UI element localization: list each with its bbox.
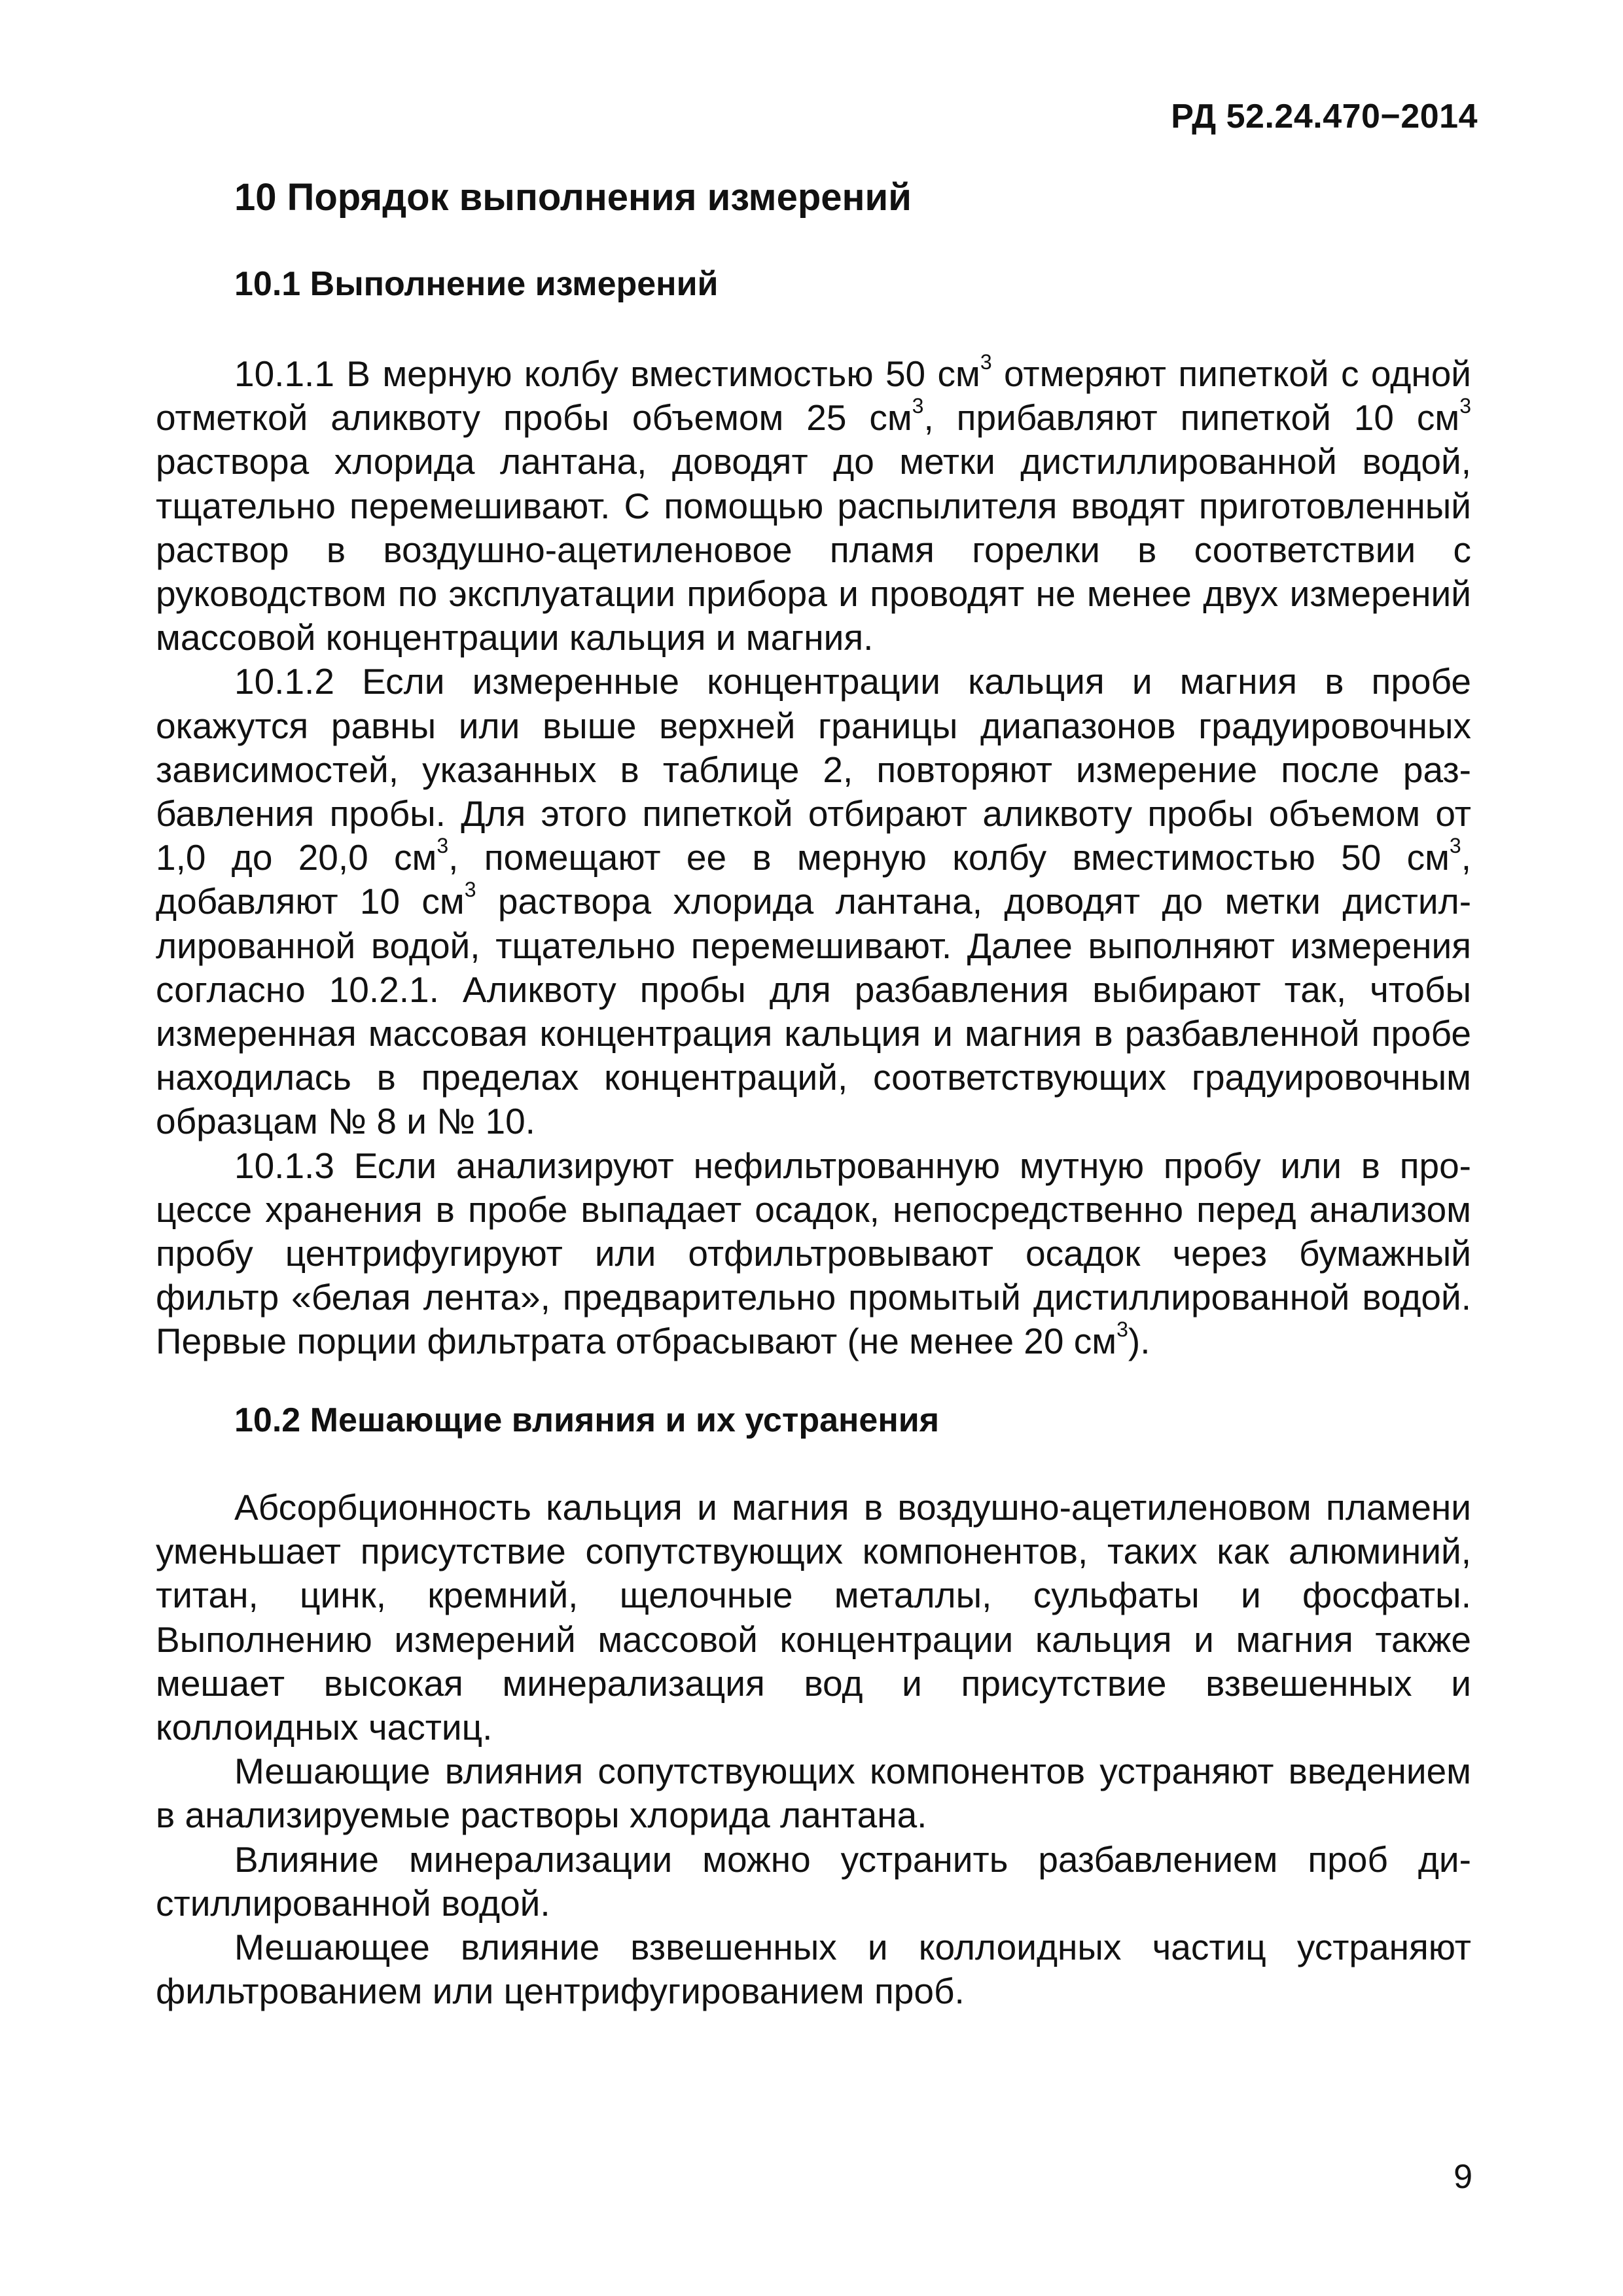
subsection-title-10-2: 10.2 Мешающие влияния и их устранения (234, 1401, 940, 1439)
document-code: РД 52.24.470−2014 (1171, 98, 1478, 135)
paragraph-10-1-2: 10.1.2 Если измеренные концентрации кальция и магния в пробе окажутся равны или выше верхней границы диапазонов градуировочных зависимостей, указанных в таблице 2, повторяют измерение после разбавления пробы. Для этого пипеткой отбирают аликвоту пробы объемом от 1,0 до 20,0 $см^3$, помещают ее в мерную колбу вместимостью 50 $см^3$, добавляют 10 $см^3$ раствора хлорида лантана, доводят до метки дистиллированной водой, тщательно перемешивают. Далее выполняют измерения согласно 10.2.1. Аликвоту пробы для разбавления выбирают так, чтобы измеренная массовая концентрация кальция и магния в разбавленной пробе находилась в пределах концентраций, соответствующих градуировочным образцам № 8 и № 10. (156, 661, 1472, 1142)
paragraph-10-1-1: 10.1.1 В мерную колбу вместимостью 50 $см^3$ отмеряют пипеткой с одной отметкой аликвоту пробы объемом 25 $см^3$, прибавляют пипеткой 10 $см^3$ раствора хлорида лантана, доводят до метки дистиллированной водой, тщательно перемешивают. С помощью распылителя вводят приготовленный раствор в воздушно-ацетиленовое пламя горелки в соответствии с руководством по эксплуатации прибора и проводят не менее двух измерений массовой концентрации кальция и магния. (156, 350, 1472, 658)
page-number: 9 (1454, 2158, 1472, 2196)
paragraph-interference-4: Мешающее влияние взвешенных и коллоидных частиц устраняют фильтрованием или центрифугированием проб. (156, 1927, 1471, 2012)
paragraph-interference-1: Абсорбционность кальция и магния в воздушно-ацетиленовом пламени уменьшает присутствие сопутствующих компонентов, таких как алюминий, титан, цинк, кремний, щелочные металлы, сульфаты и фосфаты. Выполнению измерений массовой концентрации кальция и магния также мешает высокая минерализация вод и присутствие взвешенных и коллоидных частиц. (156, 1487, 1471, 1748)
subsection-title-10-1: 10.1 Выполнение измерений (234, 265, 719, 303)
subsection-10-2-body (156, 1486, 1471, 2013)
paragraph-interference-2: Мешающие влияния сопутствующих компонентов устраняют введением в анализируемые растворы хлорида лантана. (156, 1751, 1471, 1836)
subsection-10-1-body (156, 352, 1471, 1364)
paragraph-interference-3: Влияние минерализации можно устранить разбавлением проб дистиллированной водой. (156, 1839, 1471, 1924)
section-title: 10 Порядок выполнения измерений (234, 176, 912, 219)
paragraph-10-1-3: 10.1.3 Если анализируют нефильтрованную мутную пробу или в процессе хранения в пробе выпадает осадок, непосредственно перед анализом пробу центрифугируют или отфильтровывают осадок через бумажный фильтр «белая лента», предварительно промытый дистиллированной водой. Первые порции фильтрата отбрасывают (не менее 20 $см^3$). (156, 1145, 1471, 1362)
